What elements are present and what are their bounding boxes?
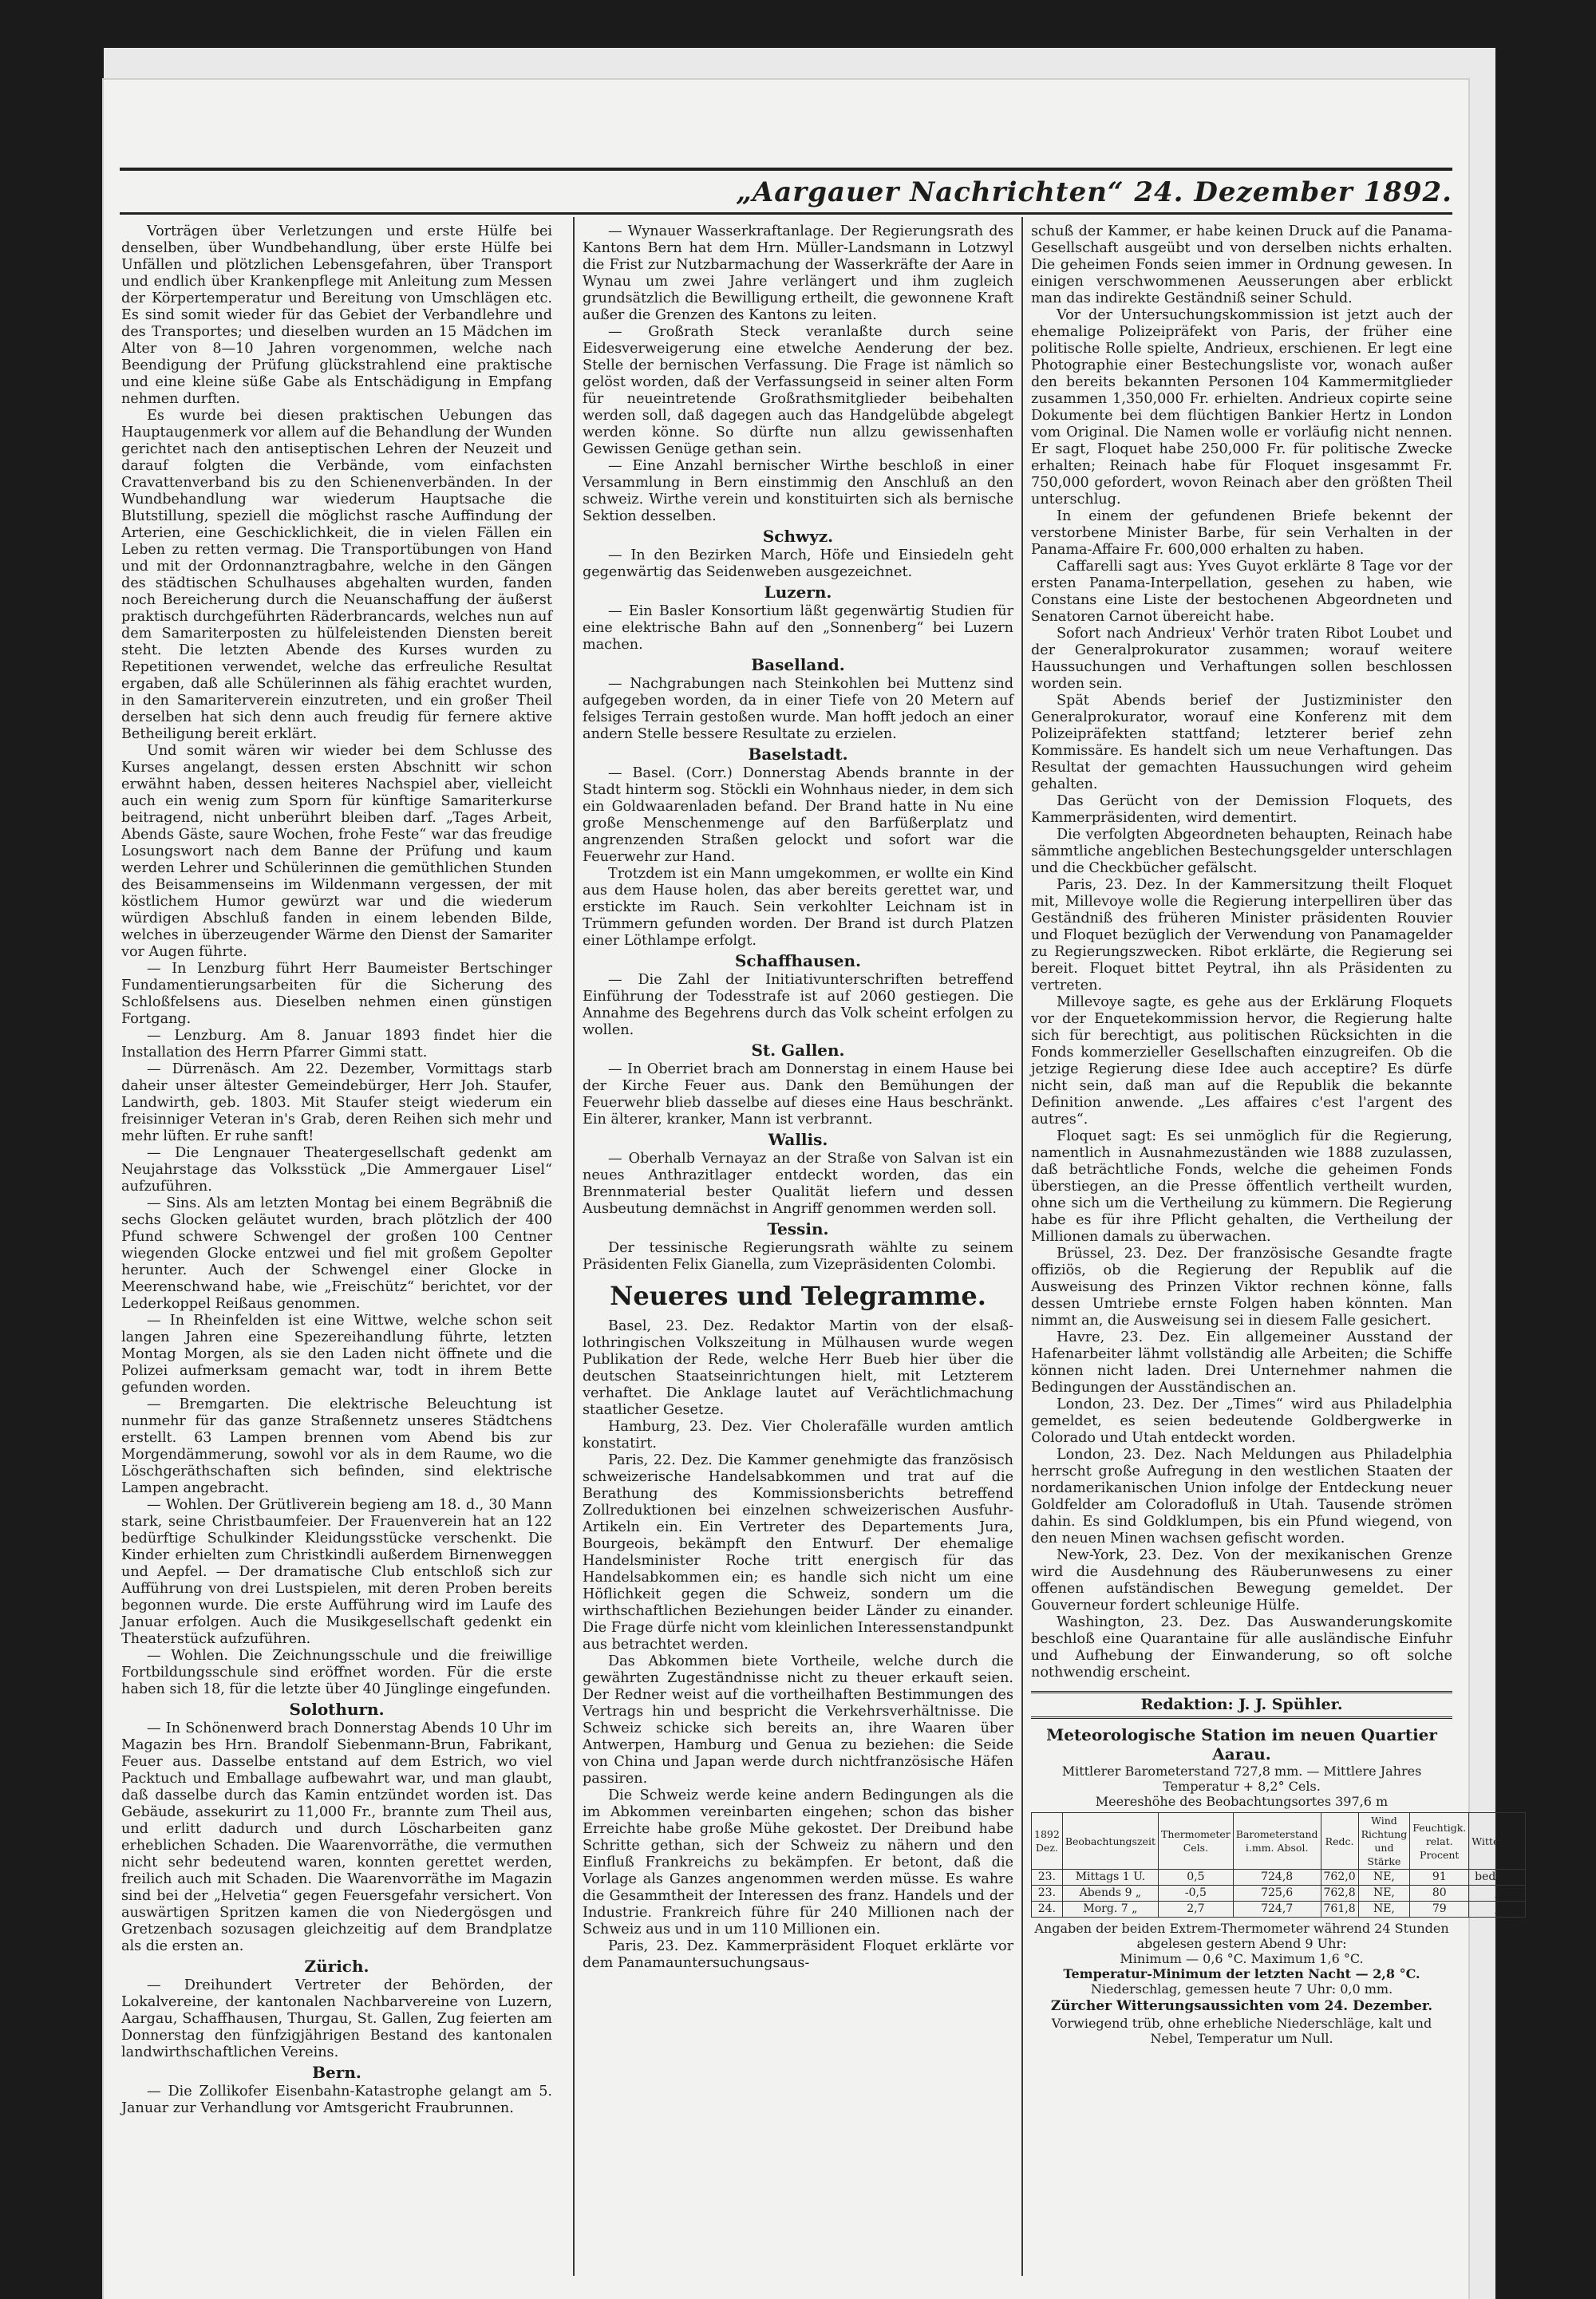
weather-table (1031, 1812, 1526, 1918)
column-divider-1 (573, 217, 575, 2276)
article-sins: — Sins. Als am letzten Montag bei einem Begräbniß die sechs Glocken geläutet wurden, brach plötzlich der 400 Pfund schwere Schwengel der großen 100 Centner wiegenden Glocke entzwei und fiel mit großem Gepolter herunter. Auch der Schwengel einer Glocke in Meerenschwand habe, wie „Freischütz“ berichtet, vor der Lederkoppel Reißaus genommen. (121, 1195, 552, 1312)
article-schwyz: — In den Bezirken March, Höfe und Einsiedeln geht gegenwärtig das Seidenweben ausgezeichnet. (583, 547, 1013, 580)
telegram-new-york: New-York, 23. Dez. Von der mexikanischen Grenze wird die Ausdehnung des Räuberunwesens zu einer offenen aufständischen Bewegung gemeldet. Der Gouverneur fordert schleunige Hülfe. (1031, 1547, 1452, 1614)
table-cell: 2,7 (1158, 1902, 1233, 1918)
weather-col-wind: Wind Richtung und Stärke (1358, 1813, 1410, 1870)
weather-table-header (1032, 1813, 1526, 1870)
article-wirthe: — Eine Anzahl bernischer Wirthe beschloß in einer Versammlung in Bern einstimmig den Anschluß an den schweiz. Wirthe verein und konstituirten sich als bernische Sektion desselben. (583, 458, 1013, 524)
article-samariter-1: Vorträgen über Verletzungen und erste Hülfe bei denselben, über Wundbehandlung, über erste Hülfe bei Unfällen und plötzlichen Lebensgefahren, über Transport und endlich über Krankenpflege mit Anleitung zum Messen der Körpertemperatur und Bereitung von Umschlägen etc. Es sind somit wieder für das Gebiet der Verbandlehre und des Transportes; und dieselben wurden an 15 Mädchen im Alter von 8—10 Jahren vorgenommen, welche nach Beendigung der Prüfung glückstrahlend eine praktische und eine kleine süße Gabe als Entschädigung in Empfang nehmen durften. (121, 223, 552, 407)
article-schoenenwerd: — In Schönenwerd brach Donnerstag Abends 10 Uhr im Magazin bes Hrn. Brandolf Siebenmann-Brun, Fabrikant, Feuer aus. Dasselbe entstand auf dem Estrich, wo viel Packtuch und Emballage aufbewahrt war, und man glaubt, daß dasselbe durch das Kamin entzündet worden ist. Das Gebäude, assekurirt zu 11,000 Fr., brannte zum Theil aus, und erlitt dadurch und durch Löscharbeiten ganz erheblichen Schaden. Die Waarenvorräthe, die vermuthen nicht sehr bedeutend waren, konnten gerettet werden, freilich auch mit Schaden. Die Waarenvorräthe im Magazin sind bei der „Helvetia“ gegen Feuersgefahr versichert. Von auswärtigen Spritzen kamen die von Niedergösgen und Gretzenbach sozusagen gleichzeitig auf dem Brandplatze als die ersten an. (121, 1720, 552, 1954)
telegram-demission: Das Gerücht von der Demission Floquets, des Kammerpräsidenten, wird dementirt. (1031, 793, 1452, 826)
header-top-rule (120, 168, 1452, 171)
table-cell: bedeckt (1469, 1870, 1526, 1886)
article-rheinfelden: — In Rheinfelden ist eine Wittwe, welche schon seit langen Jahren eine Spezereihandlung führte, letzten Montag Morgen, als sie den Laden nicht öffnete und die Polizei aufmerksam gemacht war, todt in ihrem Bette gefunden worden. (121, 1313, 552, 1396)
table-cell: 761,8 (1321, 1902, 1358, 1918)
weather-col-witterung: Witterung (1469, 1813, 1526, 1870)
header-bottom-rule (120, 212, 1452, 215)
table-cell: NE, (1358, 1902, 1410, 1918)
table-cell: Morg. 7 „ (1062, 1902, 1158, 1918)
article-luzern: — Ein Basler Konsortium läßt gegenwärtig Studien für eine elektrische Bahn auf den „Sonnenberg“ bei Luzern machen. (583, 603, 1013, 653)
table-cell: 91 (1410, 1870, 1469, 1886)
weather-col-date: 1892 Dez. (1032, 1813, 1063, 1870)
article-schaffhausen: — Die Zahl der Initiativunterschriften betreffend Einführung der Todesstrafe ist auf 2060 gestiegen. Die Annahme des Begehrens durch das Volk scheint erfolgen zu wollen. (583, 972, 1013, 1038)
table-cell: 762,0 (1321, 1870, 1358, 1886)
weather-forecast-title: Zürcher Witterungsaussichten vom 24. Dezember. (1050, 1998, 1433, 2014)
article-wynau: — Wynauer Wasserkraftanlage. Der Regierungsrath des Kantons Bern hat dem Hrn. Müller-Landsmann in Lotzwyl die Frist zur Nutzbarmachung der Wasserkräfte der Aare in Wynau um zwei Jahre verlängert und ihm zugleich grundsätzlich die Bewilligung ertheilt, die gewonnene Kraft außer die Grenzen des Kantons zu leiten. (583, 223, 1013, 323)
article-wohlen-2: — Wohlen. Die Zeichnungsschule und die freiwillige Fortbildungsschule sind eröffnet worden. Für die erste haben sich 18, für die letzte über 40 Jünglinge eingefunden. (121, 1648, 552, 1697)
section-heading-luzern: Luzern. (764, 583, 832, 602)
telegram-caffarelli: Caffarelli sagt aus: Yves Guyot erklärte 8 Tage vor der ersten Panama-Interpellation, gesehen zu haben, wie Constans eine Liste der bestochenen Abgeordneten und Senatoren Carnot übereicht habe. (1031, 559, 1452, 625)
table-cell: -0,5 (1158, 1886, 1233, 1902)
table-row (1032, 1902, 1526, 1918)
article-samariter-3: Und somit wären wir wieder bei dem Schlusse des Kurses angelangt, dessen ersten Abschnitt wir schon erwähnt haben, dessen heiteres Nachspiel aber, vielleicht auch ein wenig zum Sporn für künftige Samariterkurse beitragend, nicht unberührt bleiben darf. „Tages Arbeit, Abends Gäste, saure Wochen, frohe Feste“ war das freudige Losungswort nach dem Banne der Prüfung und kaum werden Lehrer und Schülerinnen die gemüthlichen Stunden des Beisammenseins im Wildenmann vergessen, der mit köstlichem Humor gewürzt war und die wiederum würdigen Abschluß fanden in einem lebenden Bilde, welches in überzeugender Wärme den Dienst der Samariter vor Augen führte. (121, 743, 552, 960)
telegram-washington: Washington, 23. Dez. Das Auswanderungskomite beschloß eine Quarantaine für alle ausländische Einfuhr und Aufhebung der Einwanderung, so oft solche nothwendig erscheint. (1031, 1614, 1452, 1681)
telegram-paris-3: Die Schweiz werde keine andern Bedingungen als die im Abkommen vereinbarten eingehen; schon das bisher Erreichte habe große Mühe gekostet. Der Dreibund habe Schritte gethan, sich der Schweiz zu nähern und den Einfluß Frankreichs zu bekämpfen. Er betont, daß die Vorlage als Ganzes angenommen werden müsse. Es wahre die Gesammtheit der Interessen des franz. Handels und der Industrie. Frankreich führe für 240 Millionen nach der Schweiz aus und in um 110 Millionen ein. (583, 1787, 1013, 1938)
table-cell: „ (1469, 1902, 1526, 1918)
table-cell: „ (1469, 1886, 1526, 1902)
table-cell: 0,5 (1158, 1870, 1233, 1886)
header-title: „Aargauer Nachrichten“ 24. Dezember 1892. (736, 176, 1452, 208)
telegram-verhoer: Sofort nach Andrieux' Verhör traten Ribot Loubet und der Generalprokurator zusammen; worauf weitere Haussuchungen und Verhaftungen sollen beschlossen worden sein. (1031, 626, 1452, 692)
table-cell: NE, (1358, 1886, 1410, 1902)
table-cell: 762,8 (1321, 1886, 1358, 1902)
telegram-london-2: London, 23. Dez. Nach Meldungen aus Philadelphia herrscht große Aufregung in den westlichen Staaten der nordamerikanischen Union infolge der Entdeckung neuer Goldfelder am Coloradofluß in Utah. Tausende strömen dahin. Es sind Goldklumpen, bis ein Pfund wiegend, von den neuen Minen wachsen gefischt worden. (1031, 1447, 1452, 1546)
article-zuerich: — Dreihundert Vertreter der Behörden, der Lokalvereine, der kantonalen Nachbarvereine von Luzern, Aargau, Schaffhausen, Thurgau, St. Gallen, Zug feierten am Donnerstag den fünfzigjährigen Bestand des kantonalen landwirthschaftlichen Vereins. (121, 1977, 552, 2060)
telegram-basel: Basel, 23. Dez. Redaktor Martin von der elsaß-lothringischen Volkszeitung in Mülhausen wurde wegen Publikation der Rede, welche Herr Bueb hier über die deutschen Staatseinrichtungen hielt, mit Letzterem verhaftet. Die Anklage lautet auf Verächtlichmachung staatlicher Gesetze. (583, 1318, 1013, 1418)
article-bremgarten: — Bremgarten. Die elektrische Beleuchtung ist nunmehr für das ganze Straßennetz unseres Städtchens erstellt. 63 Lampen brennen vom Abend bis zur Morgendämmerung, sowohl vor als in dem Raume, wo die Löschgeräthschaften sich befinden, sind elektrische Lampen angebracht. (121, 1396, 552, 1496)
table-cell: 725,6 (1233, 1886, 1321, 1902)
column-3 (1031, 223, 1523, 2046)
page-header (120, 174, 1452, 211)
telegram-havre: Havre, 23. Dez. Ein allgemeiner Ausstand der Hafenarbeiter lähmt vollständig alle Arbeiten; die Schiffe können nicht laden. Drei Unternehmer nahmen die Bedingungen der Ausständischen an. (1031, 1329, 1452, 1396)
table-cell: 23. (1032, 1870, 1063, 1886)
table-row (1032, 1886, 1526, 1902)
weather-extrem-note: Angaben der beiden Extrem-Thermometer während 24 Stunden abgelesen gestern Abend 9 Uhr: (1034, 1921, 1449, 1951)
telegram-justizminister: Spät Abends berief der Justizminister den Generalprokurator, worauf eine Konferenz mit dem Polizeipräfekten stattfand; letzterer berief zehn Kommissäre. Es handelt sich um neue Verhaftungen. Das Resultat der gemachten Haussuchungen wird geheim gehalten. (1031, 693, 1452, 792)
weather-col-baro-red: Redc. (1321, 1813, 1358, 1870)
section-heading-schaffhausen: Schaffhausen. (734, 951, 862, 970)
weather-forecast-text: Vorwiegend trüb, ohne erhebliche Niederschläge, kalt und Nebel, Temperatur um Null. (1051, 2016, 1432, 2046)
section-heading-zuerich: Zürich. (304, 1957, 369, 1976)
telegram-bruessel: Brüssel, 23. Dez. Der französische Gesandte fragte offiziös, ob die Regierung der Republik auf die Ausweisung des Prinzen Viktor rechnen könne, falls dessen Umtriebe ernste Folgen haben könnten. Man nimmt an, die Ausweisung sei in diesem Falle gesichert. (1031, 1246, 1452, 1329)
redaktion-line: Redaktion: J. J. Spühler. (1031, 1691, 1452, 1719)
article-lenzburg-2: — Lenzburg. Am 8. Januar 1893 findet hier die Installation des Herrn Pfarrer Gimmi statt. (121, 1028, 552, 1061)
article-basel-brand-1: — Basel. (Corr.) Donnerstag Abends brannte in der Stadt hinterm sog. Stöckli ein Wohnhaus nieder, in dem sich ein Goldwaarenladen befand. Der Brand hatte in Nu eine große Menschenmenge auf den Barfüßerplatz und angrenzenden Straßen gelockt und sofort war die Feuerwehr zur Hand. (583, 765, 1013, 865)
telegram-millevoye: Millevoye sagte, es gehe aus der Erklärung Floquets vor der Enquetekommission hervor, die Regierung halte sich für berechtigt, aus politischen Rücksichten in die Fonds kommerzieller Gesellschaften einzugreifen. Ob die jetzige Regierung diese Idee auch acceptire? Es dürfe nicht sein, daß man auf die Republik die bekannte Definition anwende. „Les affaires c'est l'argent des autres“. (1031, 994, 1452, 1128)
telegram-abgeordnete: Die verfolgten Abgeordneten behaupten, Reinach habe sämmtliche angeblichen Bestechungsgelder unterschlagen und die Checkbücher gefälscht. (1031, 827, 1452, 876)
telegram-andrieux: Vor der Untersuchungskommission ist jetzt auch der ehemalige Polizeipräfekt von Paris, der früher eine politische Rolle spielte, Andrieux, erschienen. Er legt eine Photographie einer Bestechungsliste vor, wonach außer den bereits bekannten Personen 104 Kammermitglieder zusammen 1,350,000 Fr. erhielten. Andrieux copirte seine Dokumente bei dem flüchtigen Bankier Hertz in London vom Original. Die Namen wolle er vorläufig nicht nennen. Er sagt, Floquet habe 250,000 Fr. für politische Zwecke erhalten; Reinach habe für Floquet insgesammt Fr. 750,000 gefordert, wovon Reinach aber den größten Theil unterschlug. (1031, 307, 1452, 508)
telegram-paris-1: Paris, 22. Dez. Die Kammer genehmigte das französisch schweizerische Handelsabkommen und trat auf die Berathung des Kommissionsberichts betreffend Zollreduktionen bei einzelnen schweizerischen Ausfuhr-Artikeln ein. Ein Vertreter des Departements Jura, Bourgeois, bekämpft den Entwurf. Der ehemalige Handelsminister Roche tritt energisch für das Handelsabkommen ein; es handle sich nicht um eine Höflichkeit gegen die Schweiz, sondern um die wirthschaftlichen Beziehungen beider Länder zu einander. Die Frage dürfe nicht vom kleinlichen Interessenstandpunkt aus betrachtet werden. (583, 1452, 1013, 1653)
table-cell: 724,8 (1233, 1870, 1321, 1886)
section-heading-tessin: Tessin. (767, 1219, 829, 1238)
section-heading-neueres-telegramme: Neueres und Telegramme. (610, 1281, 986, 1311)
table-cell: 23. (1032, 1886, 1063, 1902)
article-baselland: — Nachgrabungen nach Steinkohlen bei Muttenz sind aufgegeben worden, da in einer Tiefe von 20 Metern auf felsiges Terrain gestoßen wurde. Man hofft jedoch an einer andern Stelle bessere Resultate zu erzielen. (583, 676, 1013, 742)
weather-col-humidity: Feuchtigk. relat. Procent (1410, 1813, 1469, 1870)
article-basel-brand-2: Trotzdem ist ein Mann umgekommen, er wollte ein Kind aus dem Hause holen, das aber bereits gerettet war, und erstickte im Rauch. Sein verkohlter Leichnam ist in Trümmern gefunden worden. Der Brand ist durch Platzen einer Löthlampe erfolgt. (583, 866, 1013, 949)
table-cell: 79 (1410, 1902, 1469, 1918)
telegram-hamburg: Hamburg, 23. Dez. Vier Cholerafälle wurden amtlich konstatirt. (583, 1419, 1013, 1452)
column-1 (121, 223, 552, 2117)
section-heading-wallis: Wallis. (768, 1130, 828, 1149)
section-heading-bern: Bern. (312, 2063, 361, 2082)
article-bern: — Die Zollikofer Eisenbahn-Katastrophe gelangt am 5. Januar zur Verhandlung vor Amtsgericht Fraubrunnen. (121, 2084, 552, 2116)
article-grossrath-steck: — Großrath Steck veranlaßte durch seine Eidesverweigerung eine etwelche Aenderung der bez. Stelle der bernischen Verfassung. Die Frage ist nämlich so gelöst worden, daß der Verfassungseid in seiner alten Form für neueintretende Großrathsmitglieder beibehalten werden soll, daß dagegen auch das Handgelübde abgelegt werden könne. So dürfte nun allzu gewissenhaften Gewissen Genüge gethan sein. (583, 324, 1013, 457)
article-duerrenaesch: — Dürrenäsch. Am 22. Dezember, Vormittags starb daheir unser ältester Gemeindebürger, Herr Joh. Staufer, Landwirth, geb. 1803. Mit Staufer steigt wiederum ein freisinniger Veteran in's Grab, deren Reihen sich mehr und mehr lüften. Er ruhe sanft! (121, 1061, 552, 1144)
weather-temp-minimum: Temperatur-Minimum der letzten Nacht — 2,8 °C. (1063, 1966, 1420, 1981)
section-heading-solothurn: Solothurn. (289, 1700, 385, 1719)
weather-station-sub2: Meereshöhe des Beobachtungsortes 397,6 m (1095, 1794, 1389, 1809)
article-lengnau: — Die Lengnauer Theatergesellschaft gedenkt am Neujahrstage das Volksstück „Die Ammergauer Lisel“ aufzuführen. (121, 1145, 552, 1195)
section-heading-stgallen: St. Gallen. (751, 1041, 845, 1060)
section-heading-schwyz: Schwyz. (762, 527, 834, 546)
weather-station-title: Meteorologische Station im neuen Quartier Aarau. (1046, 1725, 1437, 1764)
telegram-kammersitzung: Paris, 23. Dez. In der Kammersitzung theilt Floquet mit, Millevoye wolle die Regierung interpelliren über das Geständniß des früheren Minister präsidenten Rouvier und Floquet bezüglich der Verwendung von Panamagelder zu Regierungszwecken. Ribot erklärte, die Regierung sei bereit. Floquet bittet Peytral, ihn als Präsidenten zu vertreten. (1031, 877, 1452, 993)
telegram-floquet-cont: schuß der Kammer, er habe keinen Druck auf die Panama-Gesellschaft ausgeübt und von derselben nichts erhalten. Die geheimen Fonds seien immer in Ordnung gewesen. In einigen verschwommenen Aeusserungen aber erblickt man das indirekte Geständniß seiner Schuld. (1031, 223, 1452, 306)
newspaper-page (104, 80, 1523, 2299)
telegram-paris-4: Paris, 23. Dez. Kammerpräsident Floquet erklärte vor dem Panamauntersuchungsaus- (583, 1938, 1013, 1971)
article-wohlen-1: — Wohlen. Der Grütliverein begieng am 18. d., 30 Mann stark, seine Christbaumfeier. Der Frauenverein hat an 122 bedürftige Schulkinder Kleidungsstücke verschenkt. Die Kinder erhielten zum Christkindli außerdem Birnenweggen und Aepfel. — Der dramatische Club entschloß sich zur Aufführung von drei Lustspielen, mit deren Proben bereits begonnen wurde. Die erste Aufführung wird im Laufe des Januar erfolgen. Auch die Musikgesellschaft gedenkt ein Theaterstück aufzuführen. (121, 1497, 552, 1647)
weather-col-time: Beobachtungszeit (1062, 1813, 1158, 1870)
table-cell: 80 (1410, 1886, 1469, 1902)
table-cell: 24. (1032, 1902, 1063, 1918)
article-tessin: Der tessinische Regierungsrath wählte zu seinem Präsidenten Felix Gianella, zum Vizepräsidenten Colombi. (583, 1240, 1013, 1273)
column-divider-2 (1021, 217, 1023, 2276)
table-cell: 724,7 (1233, 1902, 1321, 1918)
article-wallis: — Oberhalb Vernayaz an der Straße von Salvan ist ein neues Anthrazitlager entdeckt worden, das ein Brennmaterial bester Qualität liefern und dessen Ausbeutung demnächst in Angriff genommen werden soll. (583, 1151, 1013, 1217)
table-row (1032, 1870, 1526, 1886)
weather-col-thermo: Thermometer Cels. (1158, 1813, 1233, 1870)
table-cell: Mittags 1 U. (1062, 1870, 1158, 1886)
column-2 (583, 223, 1013, 1972)
weather-station-sub1: Mittlerer Barometerstand 727,8 mm. — Mittlere Jahres Temperatur + 8,2° Cels. (1061, 1764, 1422, 1794)
page-edge-top (104, 48, 1492, 83)
telegram-paris-2: Das Abkommen biete Vortheile, welche durch die gewährten Zugeständnisse nicht zu theuer erkauft seien. Der Redner weist auf die vortheilhaften Bestimmungen des Vertrags hin und bespricht die Verkehrsverhältnisse. Die Schweiz schicke sich bereits an, ihre Waaren über Antwerpen, Hamburg und Genua zu beziehen: die Seide von China und Japan werde durch nichtfranzösische Häfen passiren. (583, 1653, 1013, 1787)
telegram-floquet-sagt: Floquet sagt: Es sei unmöglich für die Regierung, namentlich in Ausnahmezuständen wie 1888 zuzulassen, daß beträchtliche Fonds, welche die geheimen Fonds überstiegen, an die Presse öffentlich vertheilt wurden, ohne sich um die Vertheilung zu kümmern. Die Regierung habe es für ihre Pflicht gehalten, die Vertheilung der Millionen damals zu überwachen. (1031, 1128, 1452, 1245)
page-edge-right (1465, 48, 1495, 2299)
article-stgallen: — In Oberriet brach am Donnerstag in einem Hause bei der Kirche Feuer aus. Dank den Bemühungen der Feuerwehr blieb dasselbe auf dieses eine Haus beschränkt. Ein älterer, kranker, Mann ist verbrannt. (583, 1061, 1013, 1128)
telegram-barbe: In einem der gefundenen Briefe bekennt der verstorbene Minister Barbe, für sein Verhalten in der Panama-Affaire Fr. 600,000 erhalten zu haben. (1031, 508, 1452, 558)
telegram-london-1: London, 23. Dez. Der „Times“ wird aus Philadelphia gemeldet, es seien bedeutende Goldbergwerke in Colorado und Utah entdeckt worden. (1031, 1396, 1452, 1446)
section-heading-baselstadt: Baselstadt. (748, 745, 848, 764)
table-cell: Abends 9 „ (1062, 1886, 1158, 1902)
weather-niederschlag: Niederschlag, gemessen heute 7 Uhr: 0,0 mm. (1090, 1981, 1393, 1997)
section-heading-baselland: Baselland. (751, 655, 845, 674)
weather-min-max: Minimum — 0,6 °C. Maximum 1,6 °C. (1120, 1951, 1364, 1966)
weather-col-baro-abs: Barometerstand i.mm. Absol. (1233, 1813, 1321, 1870)
article-samariter-2: Es wurde bei diesen praktischen Uebungen das Hauptaugenmerk vor allem auf die Behandlung der Wunden gerichtet nach den antiseptischen Lehren der Neuzeit und darauf folgten die Verbände, vom einfachsten Cravattenverband bis zu den Schienenverbänden. In der Wundbehandlung war wiederum Hauptsache die Blutstillung, speziell die möglichst rasche Auffindung der Arterien, eine Geschicklichkeit, die in vielen Fällen ein Leben zu retten vermag. Die Transportübungen von Hand und mit der Ordonnanztragbahre, welche in den Gängen des städtischen Schulhauses abgehalten wurden, fanden noch Bereicherung durch die Neuanschaffung der äußerst praktisch durchgeführten Räderbrancards, welches nun auf dem Samariterposten zu hülfeleistenden Diensten bereit steht. Die letzten Abende des Kurses wurden zu Repetitionen verwendet, welche das erfreuliche Resultat ergaben, daß alle Schülerinnen als fähig erachtet wurden, in den Samariterverein einzutreten, und ein großer Theil derselben hat sich denn auch freudig für fernere aktive Betheiligung bereit erklärt. (121, 408, 552, 742)
article-lenzburg-1: — In Lenzburg führt Herr Baumeister Bertschinger Fundamentierungsarbeiten für die Sicherung des Schloßfelsens aus. Dieselben nehmen einen günstigen Fortgang. (121, 961, 552, 1027)
table-cell: NE, (1358, 1870, 1410, 1886)
